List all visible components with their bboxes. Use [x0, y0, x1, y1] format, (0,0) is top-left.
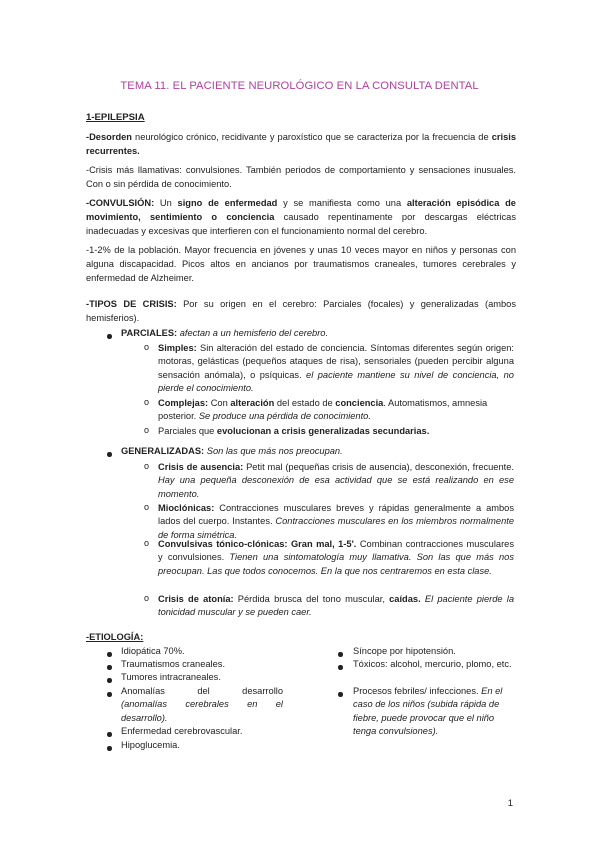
text: causado repentinamente por descargas eléctricas inadecuadas y excesivas que interfieren con el funcionamiento normal del cerebro. [86, 212, 516, 236]
text: Pérdida brusca del tono muscular, [233, 594, 390, 604]
bullet-dot [107, 692, 112, 697]
bullet-circle: o [144, 538, 150, 548]
list-item-ausencia [158, 461, 514, 501]
bullet-dot [107, 665, 112, 670]
bold-text: Simples: [158, 343, 197, 353]
page-number: 1 [507, 798, 513, 809]
bullet-circle: o [144, 342, 150, 352]
list-item-etiologia: Tumores intracraneales. [121, 672, 221, 682]
text: Por su origen en el cerebro: Parciales (focales) y generalizadas (ambos hemisferios). [86, 299, 516, 323]
bold-text: Crisis de atonía: [158, 594, 234, 604]
bullet-circle: o [144, 425, 150, 435]
list-item-convulsivas [158, 538, 514, 578]
text: . Automatismos, amnesia posterior. [158, 398, 488, 422]
list-item-etiologia: Tóxicos: alcohol, mercurio, plomo, etc. [353, 659, 512, 669]
text: Un [154, 198, 178, 208]
text: del estado de [274, 398, 336, 408]
italic-text: Tienen una sintomatología muy llamativa. Son las que más nos preocupan. Las que todos conocemos. En la que nos centraremos en esta clase. [158, 552, 515, 576]
bullet-dot [107, 652, 112, 657]
section-heading-etiologia: -ETIOLOGÍA: [86, 632, 144, 642]
italic-text: Hay una pequeña desconexión de esa actividad que se está realizando en ese momento. [158, 475, 514, 499]
italic-text: El paciente pierde la tonicidad muscular y se pueden caer. [158, 594, 515, 618]
text: Sin alteración del estado de conciencia. Síntomas diferentes según origen: motoras, gelásticas (pequeños ataques de risa), sensoriales (pueden percibir alguna sensación anómala), o psíquicas. [158, 343, 514, 380]
list-item-parciales [121, 327, 521, 340]
bold-text: Convulsivas tónico-clónicas: Gran mal, 1-5'. [158, 539, 357, 549]
text: neurológico crónico, recidivante y paroxístico que se caracteriza por la frecuencia de [131, 132, 492, 142]
bold-text: crisis recurrentes. [86, 132, 516, 156]
bullet-dot [338, 652, 343, 657]
list-item-etiologia: Hipoglucemia. [121, 740, 180, 750]
bold-text: PARCIALES: [121, 328, 178, 338]
bold-text: -CONVULSIÓN: [86, 198, 155, 208]
italic-text: Se produce una pérdida de conocimiento. [198, 411, 371, 422]
text: Petit mal (pequeñas crisis de ausencia), desconexión, frecuente. [243, 462, 514, 472]
bold-text: conciencia [335, 398, 384, 408]
text: Con [208, 398, 231, 408]
bold-text: alteración [230, 398, 275, 408]
paragraph-tipos-crisis [86, 297, 516, 325]
bold-text: Complejas: [158, 398, 209, 408]
bullet-circle: o [144, 593, 150, 603]
list-item-etiologia: Síncope por hipotensión. [353, 646, 456, 656]
bullet-dot [338, 665, 343, 670]
text: Combinan contracciones musculares y convulsiones. [158, 539, 514, 563]
bullet-dot [338, 692, 343, 697]
italic-text: el paciente mantiene su nivel de conciencia, no pierde el conocimiento. [158, 369, 514, 394]
bullet-dot [107, 746, 112, 751]
italic-text: afectan a un hemisferio del cerebro. [177, 328, 329, 338]
list-item-generalizadas [121, 445, 521, 458]
list-item-complejas [158, 397, 514, 424]
text: Anomalías del desarrollo [121, 686, 283, 696]
list-item-simples [158, 342, 514, 396]
paragraph-desorden [86, 130, 516, 158]
bold-text: GENERALIZADAS: [121, 446, 205, 456]
bold-text: caídas. [389, 594, 421, 604]
bullet-circle: o [144, 502, 150, 512]
paragraph-frecuencia: -1-2% de la población. Mayor frecuencia en jóvenes y unas 10 veces mayor en niños y personas con alguna discapacidad. Picos altos en ancianos por traumatismos craneales, tumores cerebrales y enfermedad de Alzheimer. [86, 245, 516, 283]
list-item-etiologia: Enfermedad cerebrovascular. [121, 726, 243, 736]
bold-text: -Desorden [86, 132, 132, 142]
text: y se manifiesta como una [277, 198, 407, 208]
list-item-etiologia: Traumatismos craneales. [121, 659, 226, 669]
list-item-atonia [158, 593, 514, 620]
bullet-circle: o [144, 461, 150, 471]
text: Contracciones musculares breves y rápidas generalmente a ambos lados del cuerpo. Instantes. [158, 503, 514, 527]
list-item-febriles [353, 685, 515, 739]
bold-text: Crisis de ausencia: [158, 462, 244, 472]
bullet-circle: o [144, 397, 150, 407]
bold-text: signo de enfermedad [177, 198, 278, 208]
bold-text: evolucionan a crisis generalizadas secundarias. [216, 426, 430, 436]
italic-text: (anomalías cerebrales en el desarrollo). [121, 699, 283, 723]
italic-text: Contracciones musculares en los miembros normalmente de forma simétrica. [158, 516, 514, 540]
list-item-mioclonicas [158, 502, 514, 542]
italic-text: En el caso de los niños (subida rápida de fiebre, puede provocar que el niño tenga convulsiones). [353, 686, 503, 737]
document-title: TEMA 11. EL PACIENTE NEUROLÓGICO EN LA CONSULTA DENTAL [120, 80, 479, 92]
bold-text: Mioclónicas: [158, 503, 215, 513]
list-item-anomalias [121, 685, 283, 725]
bold-text: alteración episódica de movimiento, sentimiento o conciencia [86, 198, 516, 222]
paragraph-crisis: -Crisis más llamativas: convulsiones. También periodos de comportamiento y sensaciones inusuales. Con o sin pérdida de conocimiento. [86, 165, 516, 189]
list-item-evolucionan [158, 425, 514, 438]
bullet-dot [107, 334, 112, 339]
bold-text: -TIPOS DE CRISIS: [86, 299, 177, 309]
text: Parciales que [158, 426, 217, 436]
bullet-dot [107, 678, 112, 683]
paragraph-convulsion [86, 196, 516, 238]
section-heading-epilepsia: 1-EPILEPSIA [86, 112, 145, 123]
bullet-dot [107, 732, 112, 737]
text: Procesos febriles/ infecciones. [353, 686, 482, 696]
italic-text: Son las que más nos preocupan. [204, 446, 343, 456]
bullet-dot [107, 452, 112, 457]
list-item-etiologia: Idiopática 70%. [121, 646, 185, 656]
